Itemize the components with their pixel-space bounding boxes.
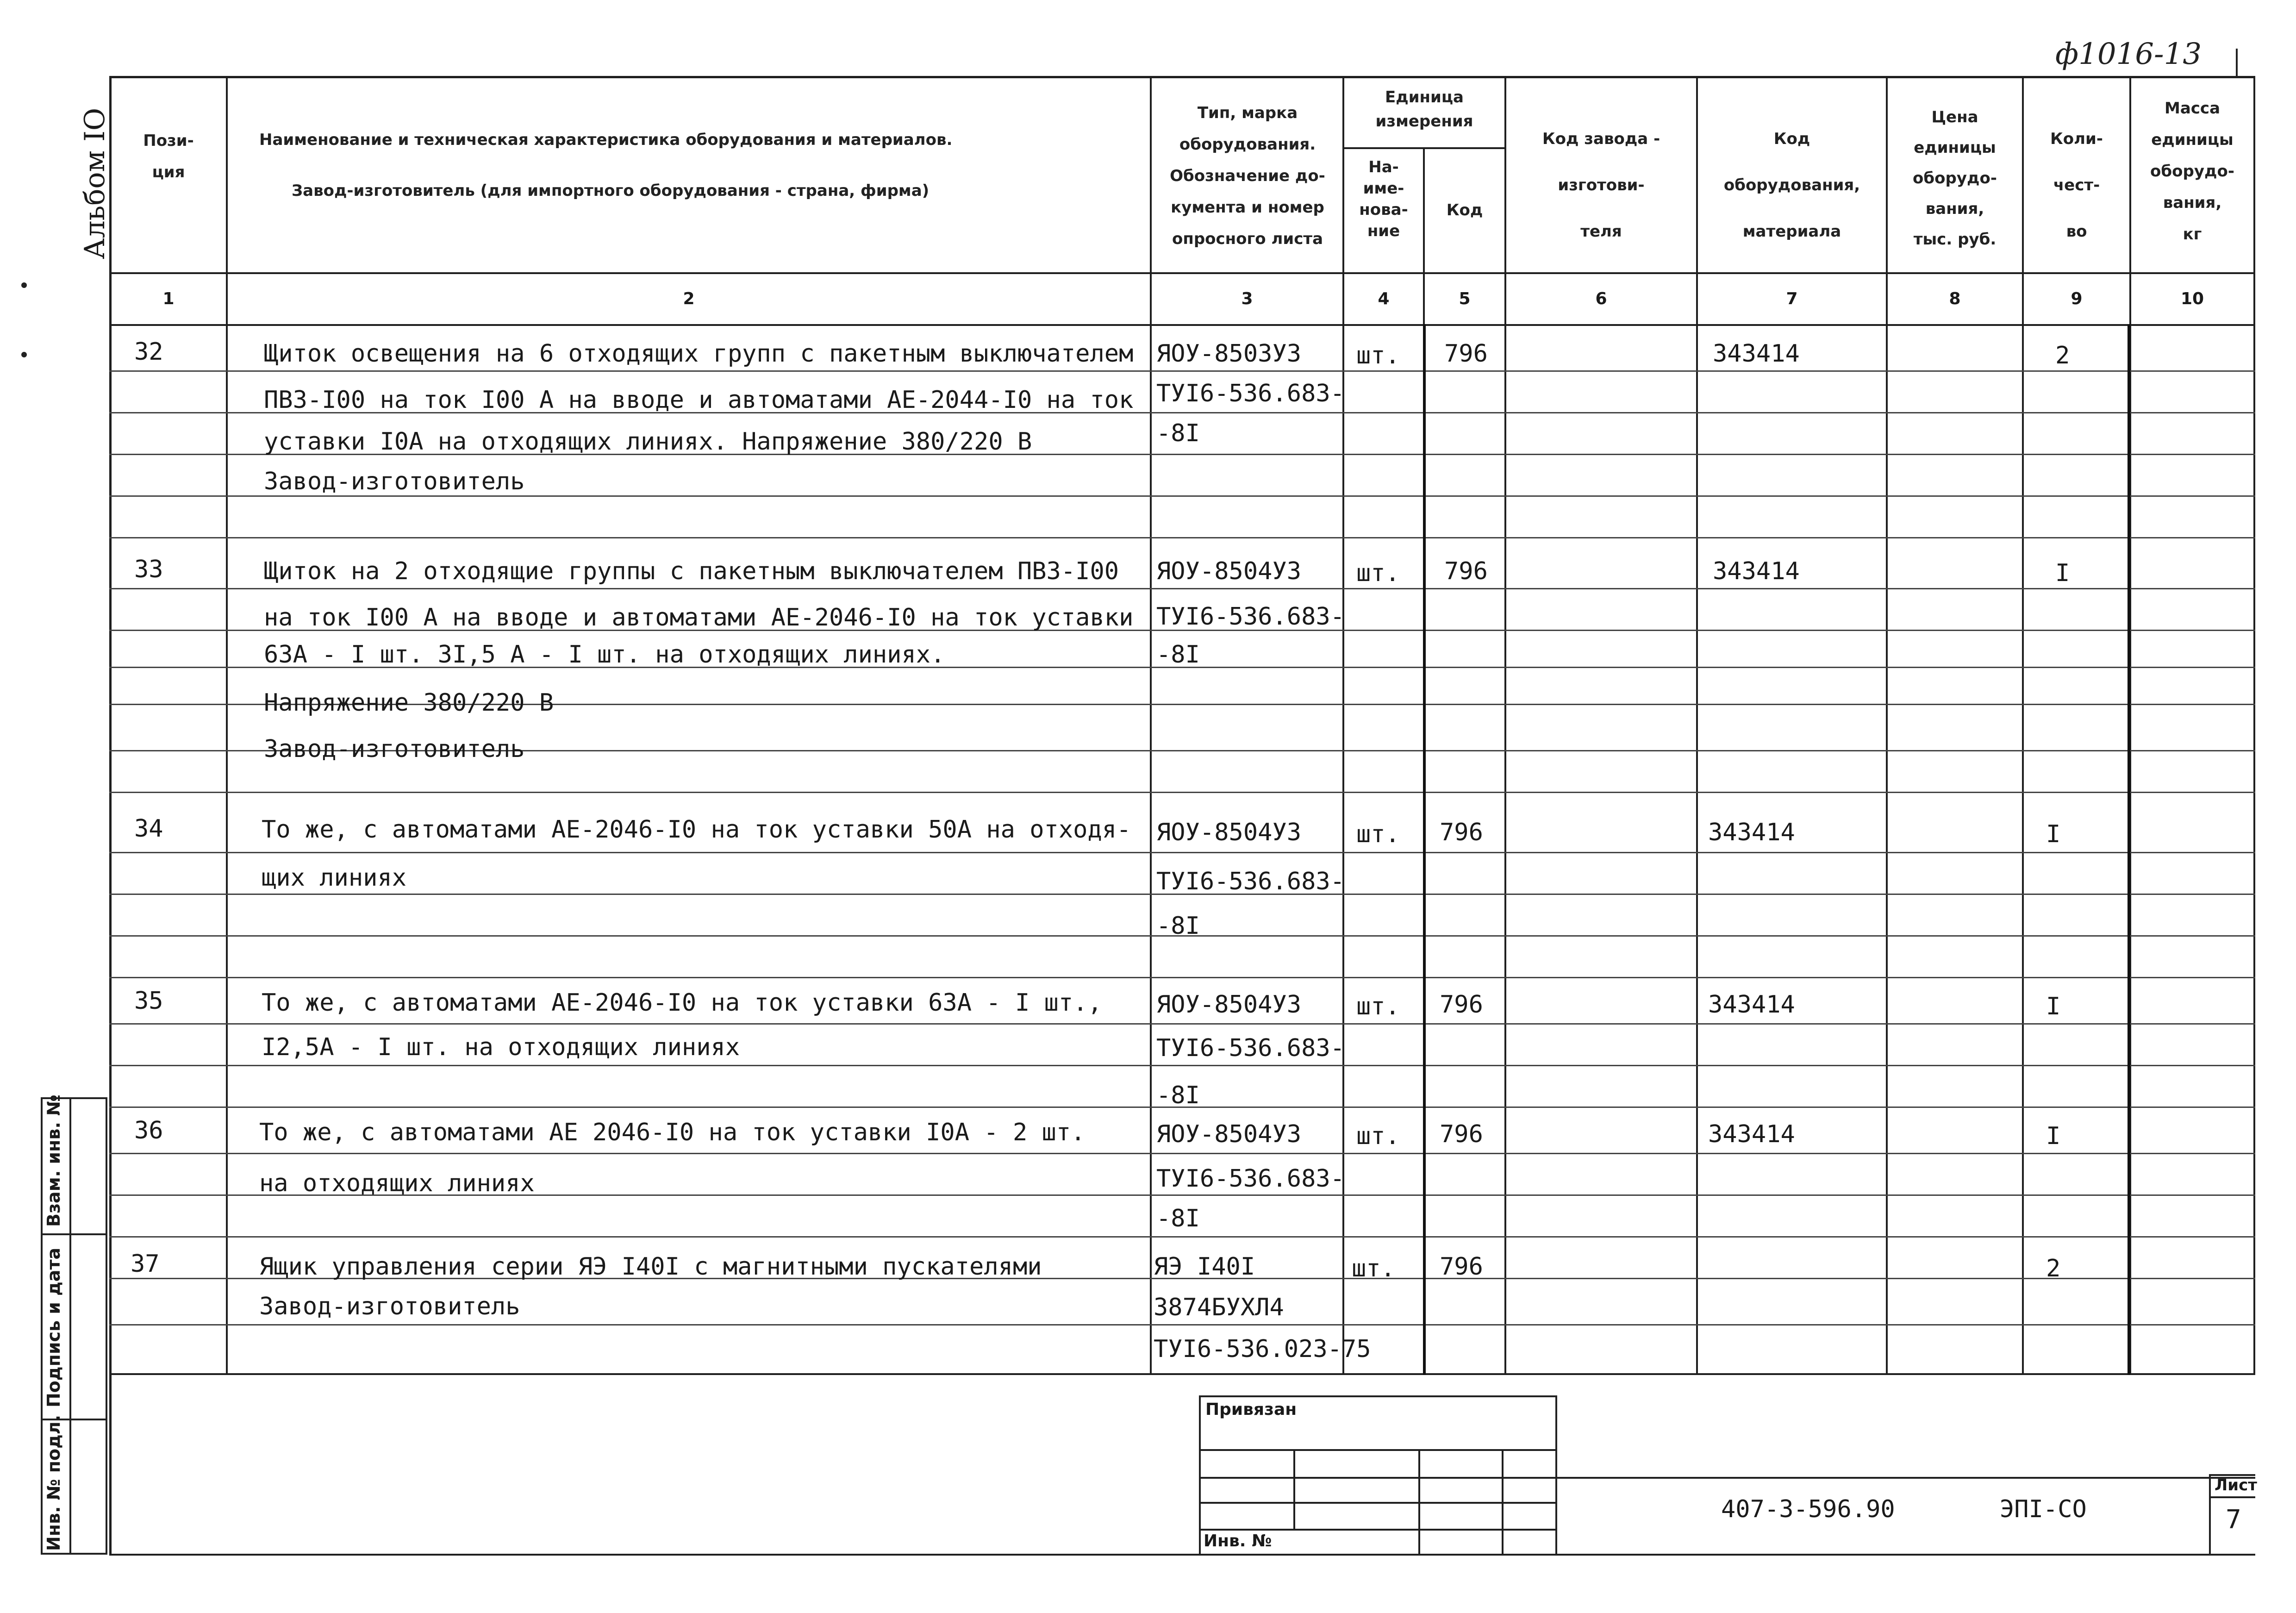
inv-no-label: Инв. № bbox=[1204, 1532, 1272, 1550]
item-type-line: ЯОУ-8504УЗ bbox=[1156, 991, 1302, 1019]
header-position: Пози- ция bbox=[143, 131, 194, 181]
item-type-line: ЯЭ I40I bbox=[1154, 1253, 1255, 1281]
col-line-7 bbox=[1886, 76, 1888, 1375]
row-divider bbox=[109, 588, 2255, 589]
row-divider bbox=[109, 1065, 2255, 1066]
label-podpis-data: Подпись и дата bbox=[44, 1247, 64, 1407]
item-name-line: Щиток освещения на 6 отходящих групп с пакетным выключателем bbox=[264, 340, 1134, 368]
item-unit: шт. bbox=[1356, 342, 1400, 369]
header-unit-name: На- име- нова- ние bbox=[1359, 158, 1408, 240]
item-name-line: Ящик управления серии ЯЭ I40I с магнитными пускателями bbox=[259, 1253, 1042, 1281]
item-name-line: на отходящих линиях bbox=[259, 1169, 535, 1197]
header-name-line1: Наименование и техническая характеристика оборудования и материалов. bbox=[259, 131, 953, 149]
sheet-number: 7 bbox=[2226, 1505, 2241, 1535]
margin-dot bbox=[21, 352, 27, 357]
margin-dot bbox=[21, 282, 27, 288]
row-divider bbox=[109, 1324, 2255, 1325]
left-strip-h1 bbox=[41, 1233, 107, 1235]
item-unit: шт. bbox=[1356, 820, 1400, 848]
album-label: Альбом IO bbox=[79, 107, 111, 259]
table-row: 32 bbox=[134, 338, 163, 366]
row-divider bbox=[109, 1153, 2255, 1154]
label-vzam-inv: Взам. инв. № bbox=[44, 1094, 64, 1227]
item-unit-code: 796 bbox=[1440, 1253, 1483, 1281]
item-equip-code: 343414 bbox=[1708, 819, 1795, 846]
item-type-line: ЯОУ-8504УЗ bbox=[1156, 819, 1302, 846]
item-qty: I bbox=[2046, 993, 2061, 1020]
header-equip-code: Код оборудования, материала bbox=[1723, 130, 1860, 241]
stamp-top-line bbox=[1557, 1477, 2255, 1479]
col-line-6 bbox=[1696, 76, 1698, 1375]
accent-line-a bbox=[1423, 324, 1426, 1375]
privyazan-v3 bbox=[1502, 1449, 1504, 1556]
colnum-3: 3 bbox=[1241, 289, 1253, 308]
item-name-line: То же, с автоматами АЕ-2046-I0 на ток уставки 50А на отходя- bbox=[262, 816, 1131, 844]
item-qty: 2 bbox=[2055, 342, 2070, 369]
document-code: 407-3-596.90 bbox=[1721, 1495, 1895, 1523]
table-row: 35 bbox=[134, 987, 163, 1015]
item-name-line: То же, с автоматами АЕ 2046-I0 на ток уставки I0А - 2 шт. bbox=[259, 1119, 1086, 1146]
item-equip-code: 343414 bbox=[1713, 557, 1800, 585]
item-name-line: Завод-изготовитель bbox=[264, 735, 525, 763]
left-strip-divider bbox=[69, 1097, 71, 1555]
header-mass: Масса единицы оборудо- вания, кг bbox=[2150, 99, 2234, 244]
item-qty: I bbox=[2055, 559, 2070, 587]
header-unit-code: Код bbox=[1446, 201, 1483, 219]
item-unit-code: 796 bbox=[1440, 991, 1483, 1019]
sheet-label-divider bbox=[2209, 1496, 2255, 1498]
colnum-9: 9 bbox=[2071, 289, 2083, 308]
privyazan-v1 bbox=[1293, 1449, 1295, 1529]
document-mark: ЭПI-СО bbox=[2000, 1495, 2087, 1523]
row-divider bbox=[109, 370, 2255, 372]
accent-line-b bbox=[2128, 324, 2130, 1375]
label-inv-podl: Инв. № подл. bbox=[44, 1414, 64, 1551]
item-type-line: ТУI6-536.683- bbox=[1156, 380, 1345, 407]
col-line-right bbox=[2253, 76, 2255, 1375]
table-row: 34 bbox=[134, 815, 163, 843]
colnum-6: 6 bbox=[1595, 289, 1607, 308]
row-divider bbox=[109, 1236, 2255, 1238]
row-divider bbox=[109, 537, 2255, 538]
item-name-line: Напряжение 380/220 В bbox=[264, 689, 554, 717]
numbers-bottom bbox=[109, 324, 2255, 326]
colnum-2: 2 bbox=[683, 289, 695, 308]
colnum-7: 7 bbox=[1786, 289, 1798, 308]
row-divider bbox=[109, 852, 2255, 853]
colnum-4: 4 bbox=[1378, 289, 1390, 308]
colnum-1: 1 bbox=[162, 289, 175, 308]
col-line-1 bbox=[226, 76, 228, 1375]
item-name-line: То же, с автоматами АЕ-2046-I0 на ток уставки 63А - I шт., bbox=[262, 989, 1102, 1017]
table-row: 37 bbox=[131, 1250, 160, 1278]
col-line-5 bbox=[1504, 76, 1506, 1375]
sheet-bottom-line bbox=[109, 1554, 2255, 1556]
item-name-line: щих линиях bbox=[262, 864, 407, 892]
item-type-line: ТУI6-536.683- bbox=[1156, 868, 1345, 895]
item-unit: шт. bbox=[1356, 993, 1400, 1020]
colnum-10: 10 bbox=[2180, 289, 2204, 308]
item-name-line: Щиток на 2 отходящие группы с пакетным выключателем ПВЗ-I00 bbox=[264, 557, 1119, 585]
item-qty: I bbox=[2046, 820, 2061, 848]
row-divider bbox=[109, 792, 2255, 793]
item-type-line: -8I bbox=[1156, 1205, 1200, 1232]
row-divider bbox=[109, 495, 2255, 497]
item-type-line: -8I bbox=[1156, 641, 1200, 669]
item-type-line: ТУI6-536.683- bbox=[1156, 1165, 1345, 1193]
item-equip-code: 343414 bbox=[1713, 340, 1800, 368]
header-unit-group: Единица измерения bbox=[1375, 88, 1473, 131]
unit-group-divider bbox=[1342, 147, 1506, 149]
item-unit-code: 796 bbox=[1444, 557, 1488, 585]
item-unit: шт. bbox=[1352, 1255, 1395, 1282]
privyazan-v2 bbox=[1418, 1449, 1420, 1556]
item-unit: шт. bbox=[1356, 1122, 1400, 1150]
table-bottom bbox=[109, 1373, 2255, 1375]
document-code-mark: ф1016-13 bbox=[2055, 37, 2202, 71]
colnum-8: 8 bbox=[1949, 289, 1961, 308]
row-divider bbox=[109, 977, 2255, 978]
header-bottom bbox=[109, 272, 2255, 274]
item-name-line: I2,5А - I шт. на отходящих линиях bbox=[262, 1033, 740, 1061]
item-name-line: 63А - I шт. 3I,5 А - I шт. на отходящих линиях. bbox=[264, 641, 945, 669]
table-row: 33 bbox=[134, 556, 163, 583]
item-type-line: 3874БУХЛ4 bbox=[1154, 1294, 1284, 1321]
item-name-line: уставки I0А на отходящих линиях. Напряжение 380/220 В bbox=[264, 428, 1032, 456]
item-type-line: ЯОУ-8503УЗ bbox=[1156, 340, 1302, 368]
item-name-line: Завод-изготовитель bbox=[259, 1293, 520, 1320]
item-unit-code: 796 bbox=[1444, 340, 1488, 368]
item-type-line: ТУI6-536.023-75 bbox=[1154, 1335, 1371, 1363]
item-type-line: ЯОУ-8504УЗ bbox=[1156, 557, 1302, 585]
item-unit-code: 796 bbox=[1440, 819, 1483, 846]
header-type-mark: Тип, марка оборудования. Обозначение до- кумента и номер опросного листа bbox=[1170, 104, 1325, 248]
item-name-line: ПВЗ-I00 на ток I00 А на вводе и автоматами АЕ-2044-I0 на ток bbox=[264, 386, 1134, 414]
privyazan-label: Привязан bbox=[1205, 1400, 1297, 1419]
item-qty: 2 bbox=[2046, 1255, 2061, 1282]
item-type-line: -8I bbox=[1156, 419, 1200, 447]
item-equip-code: 343414 bbox=[1708, 1120, 1795, 1148]
sheet-label: Лист bbox=[2215, 1476, 2257, 1494]
row-divider bbox=[109, 1023, 2255, 1025]
item-qty: I bbox=[2046, 1122, 2061, 1150]
item-unit-code: 796 bbox=[1440, 1120, 1483, 1148]
header-plant-code: Код завода - изготови- теля bbox=[1542, 130, 1660, 241]
header-price: Цена единицы оборудо- вания, тыс. руб. bbox=[1913, 108, 1997, 249]
item-equip-code: 343414 bbox=[1708, 991, 1795, 1019]
colnum-5: 5 bbox=[1459, 289, 1471, 308]
col-line-8 bbox=[2022, 76, 2024, 1375]
item-name-line: на ток I00 А на вводе и автоматами АЕ-2046-I0 на ток уставки bbox=[264, 604, 1134, 631]
table-row: 36 bbox=[134, 1117, 163, 1144]
corner-tick bbox=[2236, 49, 2238, 76]
header-name-line2: Завод-изготовитель (для импортного оборудования - страна, фирма) bbox=[292, 181, 930, 200]
col-line-2 bbox=[1150, 76, 1152, 1375]
item-type-line: ЯОУ-8504УЗ bbox=[1156, 1120, 1302, 1148]
item-type-line: ТУI6-536.683- bbox=[1156, 1034, 1345, 1062]
header-qty: Коли- чест- во bbox=[2050, 130, 2103, 241]
item-unit: шт. bbox=[1356, 559, 1400, 587]
item-type-line: -8I bbox=[1156, 1082, 1200, 1109]
item-type-line: ТУI6-536.683- bbox=[1156, 603, 1345, 631]
item-type-line: -8I bbox=[1156, 912, 1200, 940]
item-name-line: Завод-изготовитель bbox=[264, 468, 525, 495]
